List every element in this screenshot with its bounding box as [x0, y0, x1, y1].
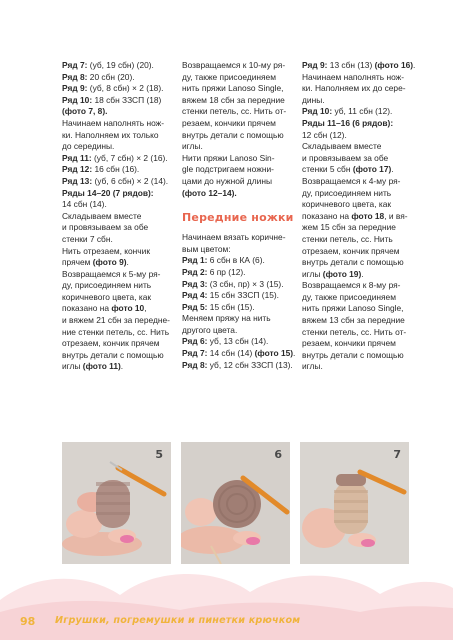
bold-text: (фото 16)	[374, 60, 414, 70]
line-text: резаем, кончики прячем	[182, 117, 276, 128]
bold-text: Ряд 4:	[182, 290, 208, 301]
line-text: резаем, кончики прячем	[302, 338, 396, 349]
line-text: Начинаем вязать коричне-	[182, 232, 286, 243]
text-line	[302, 211, 414, 223]
line-text: иглы	[302, 268, 323, 279]
text-line	[302, 118, 414, 130]
line-text: иглы	[62, 361, 83, 372]
text-line	[62, 118, 174, 130]
text-line	[62, 60, 174, 72]
text-line	[62, 83, 174, 95]
text-line	[302, 83, 414, 95]
line-text: иглы.	[182, 141, 203, 152]
line-text: до середины.	[62, 141, 115, 152]
text-line	[62, 164, 174, 176]
text-line	[62, 188, 174, 200]
bold-text: Ряд 5:	[182, 301, 208, 312]
line-text: .	[391, 164, 394, 175]
bold-text: фото 18	[351, 210, 385, 221]
line-text: Меняем пряжу на нить	[182, 313, 271, 324]
text-column-3	[302, 60, 414, 373]
line-text: 20 сбн (20).	[87, 71, 135, 82]
line-text: отрезаем, кончик прячем	[302, 245, 400, 256]
line-text: стенки 7 сбн.	[62, 233, 113, 244]
text-line	[302, 280, 414, 292]
text-line	[182, 153, 294, 165]
line-text: Складываем вместе	[302, 141, 382, 152]
text-line	[182, 279, 294, 291]
line-text: (уб, 19 сбн) (20).	[87, 60, 154, 70]
text-line	[62, 141, 174, 153]
text-line	[302, 176, 414, 188]
bold-text: фото 10	[111, 303, 145, 314]
text-line	[62, 222, 174, 234]
line-text: 16 сбн (16).	[92, 164, 140, 175]
text-line	[62, 280, 174, 292]
photo-number: 7	[393, 448, 401, 461]
column-2-intro-last: (фото 12–14).	[182, 187, 237, 198]
text-line	[182, 336, 294, 348]
line-text: вяжем 18 сбн за передние	[182, 94, 285, 105]
book-title: Игрушки, погремушки и пинетки крючком	[55, 615, 301, 626]
photo-6	[181, 442, 290, 564]
text-line	[302, 199, 414, 211]
line-text: уб, 12 сбн ЗЗСП (13).	[207, 359, 293, 370]
text-line	[302, 361, 414, 373]
text-line	[62, 72, 174, 84]
text-line	[302, 72, 414, 84]
line-text: Начинаем наполнять нож-	[302, 71, 405, 82]
line-text: внутрь детали с помощью	[302, 349, 404, 360]
photo-strip	[62, 442, 409, 564]
bold-text: Ряд 7:	[62, 60, 88, 70]
line-text: .	[126, 257, 129, 268]
line-text: дины.	[302, 94, 325, 105]
line-text: .	[413, 60, 416, 70]
text-line	[182, 106, 294, 118]
line-text: и вяжем 21 сбн за передне-	[62, 315, 170, 326]
page-number: 98	[20, 615, 36, 628]
bold-text: Ряд 10:	[302, 106, 333, 117]
text-line	[302, 106, 414, 118]
bold-text: (фото 11)	[82, 361, 121, 372]
bold-text: Ряд 3:	[182, 278, 208, 289]
text-line	[302, 95, 414, 107]
bold-text: (фото 19)	[322, 268, 362, 279]
line-text: стенки петель, сс. Нить от-	[182, 106, 287, 117]
bold-text: Ряд 11:	[62, 152, 92, 163]
line-text: 13 сбн (13)	[327, 60, 375, 70]
text-line	[182, 95, 294, 107]
line-text: ду, также присоединяем	[302, 291, 396, 302]
text-line	[182, 348, 294, 360]
text-line	[182, 244, 294, 256]
text-line	[302, 153, 414, 165]
line-text: жем 15 сбн за передние	[302, 222, 396, 233]
photo-5	[62, 442, 171, 564]
line-text: 12 сбн (12).	[302, 129, 347, 140]
line-text: ,	[144, 303, 147, 314]
line-text: .	[120, 361, 124, 372]
line-text: прячем	[62, 257, 93, 268]
line-text: 6 сбн в КА (6).	[207, 255, 265, 266]
line-text: ки. Наполняем их до сере-	[302, 83, 406, 94]
text-line	[302, 222, 414, 234]
text-line	[62, 153, 174, 165]
line-text: и провязываем за обе	[62, 222, 149, 233]
text-line	[182, 232, 294, 244]
text-line	[182, 130, 294, 142]
text-line	[62, 269, 174, 281]
line-text: Возвращаемся к 5-му ря-	[62, 268, 161, 279]
line-text: (уб, 6 сбн) × 2 (14).	[92, 175, 169, 186]
text-column-2	[182, 60, 294, 371]
line-text: Складываем вместе	[62, 210, 142, 221]
text-line	[62, 246, 174, 258]
bold-text: Ряд 1:	[182, 255, 208, 266]
text-line	[302, 350, 414, 362]
line-text: , и вя-	[384, 210, 408, 221]
text-line	[302, 327, 414, 339]
line-text: ду, присоединяем нить	[302, 187, 392, 198]
line-text: вым цветом:	[182, 243, 231, 254]
line-text: Возвращаемся к 10-му ря-	[182, 60, 286, 70]
section-title: Передние ножки	[182, 211, 294, 225]
line-text: (3 сбн, пр) × 3 (15).	[207, 278, 284, 289]
line-text: стенки петель, сс. Нить от-	[302, 326, 407, 337]
line-text: внутрь детали с помощью	[302, 257, 404, 268]
bold-text: Ряд 10:	[62, 94, 93, 105]
line-text: Возвращаемся к 4-му ря-	[302, 175, 401, 186]
line-text: (уб, 8 сбн) × 2 (18).	[87, 83, 164, 94]
text-line	[302, 130, 414, 142]
line-text: 14 сбн (14)	[207, 348, 255, 359]
line-text: ду, присоединяем нить	[62, 280, 152, 291]
text-line	[302, 338, 414, 350]
line-text: стенки петель, сс. Нить	[302, 233, 393, 244]
line-text: ние стенки петель, сс. Нить	[62, 326, 170, 337]
bold-text: (фото 15)	[254, 348, 294, 359]
text-line	[62, 95, 174, 107]
text-line	[182, 60, 294, 72]
bold-text: Ряд 8:	[182, 359, 208, 370]
text-line	[302, 234, 414, 246]
text-line	[62, 130, 174, 142]
text-line	[302, 257, 414, 269]
text-column-1	[62, 60, 174, 373]
text-line	[302, 315, 414, 327]
text-line	[62, 211, 174, 223]
bold-text: Ряд 9:	[302, 60, 328, 70]
photo-number: 6	[274, 448, 282, 461]
text-line	[182, 255, 294, 267]
text-line	[62, 327, 174, 339]
text-line	[302, 188, 414, 200]
line-text: 15 сбн ЗЗСП (15).	[207, 290, 279, 301]
line-text: Возвращаемся к 8-му ря-	[302, 280, 401, 291]
line-text: вяжем 13 сбн за передние	[302, 315, 405, 326]
text-line	[62, 257, 174, 269]
line-text: .	[361, 268, 364, 279]
bold-text: (фото 17)	[352, 164, 392, 175]
bold-text: Ряды 14–20 (7 рядов):	[62, 187, 154, 198]
text-line	[182, 302, 294, 314]
text-line	[182, 176, 294, 188]
line-text: ду, также присоединяем	[182, 71, 276, 82]
bold-text: Ряд 13:	[62, 175, 93, 186]
column-2-intro	[182, 60, 294, 188]
line-text: стенки 5 сбн	[302, 164, 353, 175]
text-line	[62, 199, 174, 211]
text-line	[182, 325, 294, 337]
text-line	[62, 176, 174, 188]
text-line	[182, 360, 294, 372]
line-text: 14 сбн (14).	[62, 199, 107, 210]
text-line	[302, 269, 414, 281]
bold-text: Ряд 8:	[62, 71, 88, 82]
photo-7	[300, 442, 409, 564]
text-line	[62, 315, 174, 327]
text-line	[62, 303, 174, 315]
text-line	[182, 72, 294, 84]
text-line	[62, 361, 174, 373]
line-text: уб, 13 сбн (14).	[207, 336, 269, 347]
text-line	[62, 106, 174, 118]
text-line	[182, 83, 294, 95]
line-text: коричневого цвета, как	[62, 291, 152, 302]
line-text: и провязываем за обе	[302, 152, 389, 163]
text-line	[182, 118, 294, 130]
line-text: отрезаем, кончик прячем	[62, 338, 160, 349]
line-text: иглы.	[302, 361, 323, 372]
column-2-instructions	[182, 232, 294, 371]
text-line	[182, 164, 294, 176]
bold-text: Ряд 6:	[182, 336, 208, 347]
text-line	[62, 292, 174, 304]
text-line	[302, 303, 414, 315]
text-line	[182, 290, 294, 302]
text-line	[302, 292, 414, 304]
line-text: уб, 11 сбн (12).	[332, 106, 393, 117]
line-text: нить пряжи Lanoso Single,	[302, 303, 404, 314]
bold-text: Ряды 11–16 (6 рядов):	[302, 117, 394, 128]
line-text: (уб, 7 сбн) × 2 (16).	[91, 152, 168, 163]
line-text: нить пряжи Lanoso Single,	[182, 83, 284, 94]
text-line	[302, 141, 414, 153]
line-text: коричневого цвета, как	[302, 199, 392, 210]
bold-text: Ряд 2:	[182, 266, 208, 277]
line-text: Начинаем наполнять нож-	[62, 117, 165, 128]
text-line	[302, 60, 414, 72]
line-text: внутрь детали с помощью	[182, 129, 284, 140]
text-line	[182, 141, 294, 153]
text-line	[302, 164, 414, 176]
line-text: Нити пряжи Lanoso Sin-	[182, 152, 275, 163]
text-line	[302, 246, 414, 258]
text-line	[62, 234, 174, 246]
page-footer	[0, 600, 453, 640]
line-text: показано на	[62, 303, 112, 314]
line-text: ки. Наполняем их только	[62, 129, 159, 140]
text-line	[62, 350, 174, 362]
bold-text: Ряд 12:	[62, 164, 93, 175]
line-text: gle подстригаем ножни-	[182, 164, 274, 175]
line-text: другого цвета.	[182, 324, 238, 335]
bold-text: (фото 9)	[92, 257, 127, 268]
line-text: Нить отрезаем, кончик	[62, 245, 151, 256]
photo-number: 5	[155, 448, 163, 461]
line-text: 18 сбн ЗЗСП (18)	[92, 94, 162, 105]
line-text: 15 сбн (15).	[207, 301, 255, 312]
line-text: показано на	[302, 210, 352, 221]
text-line	[62, 338, 174, 350]
line-text: цами до нужной длины	[182, 175, 272, 186]
line-text: .	[293, 348, 296, 359]
text-line	[182, 267, 294, 279]
line-text: внутрь детали с помощью	[62, 349, 164, 360]
bold-text: Ряд 9:	[62, 83, 88, 94]
text-line	[182, 313, 294, 325]
line-text: 6 пр (12).	[207, 266, 246, 277]
bold-text: (фото 7, 8).	[62, 106, 108, 117]
bold-text: Ряд 7:	[182, 348, 208, 359]
